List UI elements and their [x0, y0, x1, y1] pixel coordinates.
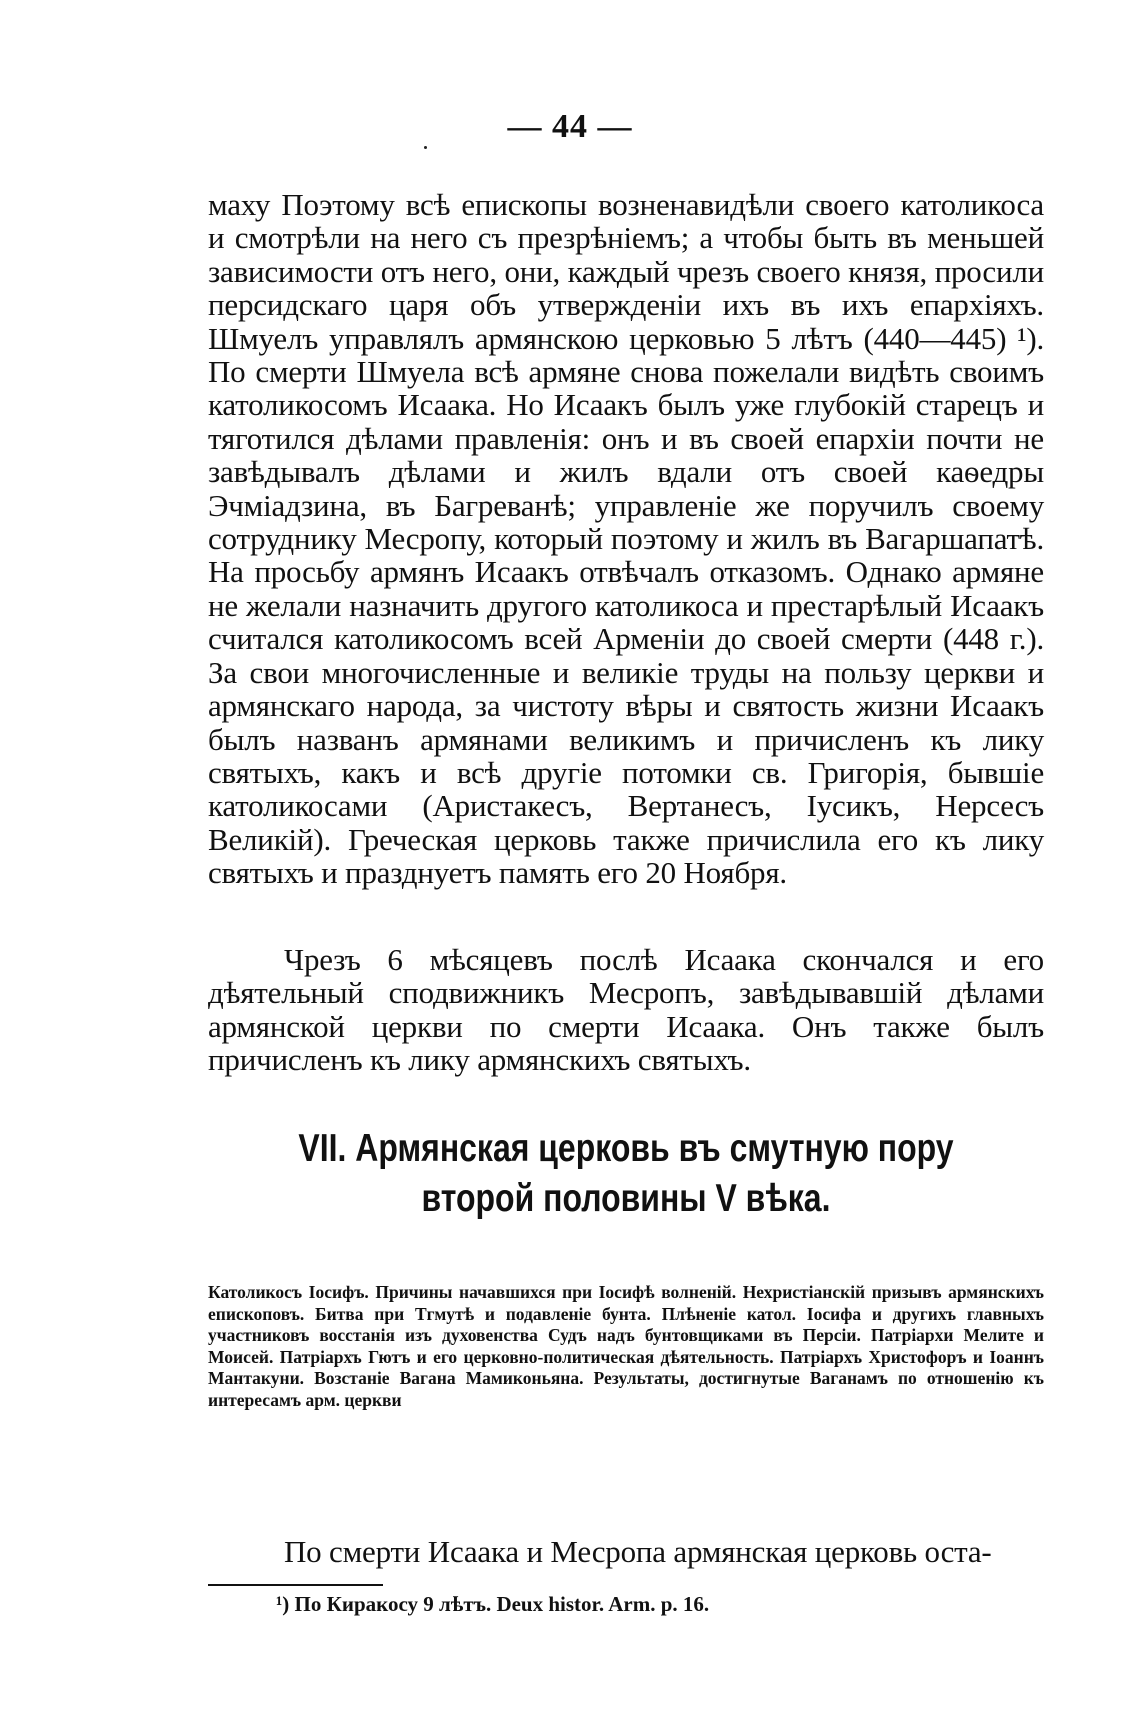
- footnote: ¹) По Киракосу 9 лѣтъ. Deux histor. Arm. p. 16.: [276, 1592, 710, 1616]
- paragraph-text: маху Поэтому всѣ епископы возненавидѣли своего католикоса и смотрѣли на него съ презрѣніемъ; а чтобы быть въ меньшей зависимости отъ него, они, каждый чрезъ своего князя, просили персидскаго царя объ утвержденіи ихъ въ ихъ епархіяхъ. Шмуелъ управлялъ армянскою церковью 5 лѣтъ (440—445) ¹). По смерти Шмуела всѣ армяне снова пожелали видѣть своимъ католикосомъ Исаака. Но Исаакъ былъ уже глубокій старецъ и тяготился дѣлами правленія: онъ и въ своей епархіи почти не завѣдывалъ дѣлами и жилъ вдали отъ своей каѳедры Эчміадзина, въ Багреванѣ; управленіе же поручилъ своему сотруднику Месропу, который поэтому и жилъ въ Вагаршапатѣ. На просьбу армянъ Исаакъ отвѣчалъ отказомъ. Однако армяне не желали назначить другого католикоса и престарѣлый Исаакъ считался католикосомъ всей Арменіи до своей смерти (448 г.). За свои многочисленные и великіе труды на пользу церкви и армянскаго народа, за чистоту вѣры и святость жизни Исаакъ былъ названъ армянами великимъ и причисленъ къ лику святыхъ, какъ и всѣ другіе потомки св. Григорія, бывшіе католикосами (Аристакесъ, Вертанесъ, Іусикъ, Нерсесъ Великій). Греческая церковь также причислила его къ лику святыхъ и празднуетъ память его 20 Ноября.: [208, 187, 1044, 891]
- chapter-summary: Католикосъ Іосифъ. Причины начавшихся при Іосифѣ волненій. Нехристіанскій призывъ армянскихъ епископовъ. Битва при Тгмутѣ и подавленіе бунта. Плѣненіе катол. Іосифа и другихъ главныхъ участниковъ восстанія изъ духовенства Судъ надъ бунтовщиками въ Персіи. Патріархи Мелите и Моисей. Патріархъ Гютъ и его церковно-политическая дѣятельность. Патріархъ Христофоръ и Іоаннъ Мантакуни. Возстаніе Вагана Мамиконьяна. Результаты, достигнутые Ваганамъ по отношенію къ интересамъ арм. церкви: [208, 1282, 1044, 1410]
- chapter-heading: VII. Армянская церковь въ смутную пору второй половины V вѣка.: [298, 1127, 954, 1220]
- footnote-rule: [208, 1584, 383, 1586]
- paragraph-text: Чрезъ 6 мѣсяцевъ послѣ Исаака скончался и его дѣятельный сподвижникъ Месропъ, завѣдывавшій дѣлами армянской церкви по смерти Исаака. Онъ также былъ причисленъ къ лику армянскихъ святыхъ.: [208, 942, 1044, 1078]
- print-speck: [424, 146, 427, 149]
- body-paragraph-1: [208, 188, 1044, 890]
- body-paragraph-2: [208, 943, 1044, 1077]
- opening-paragraph: [208, 1535, 1044, 1568]
- page-number: — 44 —: [507, 108, 633, 145]
- paragraph-text: По смерти Исаака и Месропа армянская церковь оста-: [284, 1534, 992, 1569]
